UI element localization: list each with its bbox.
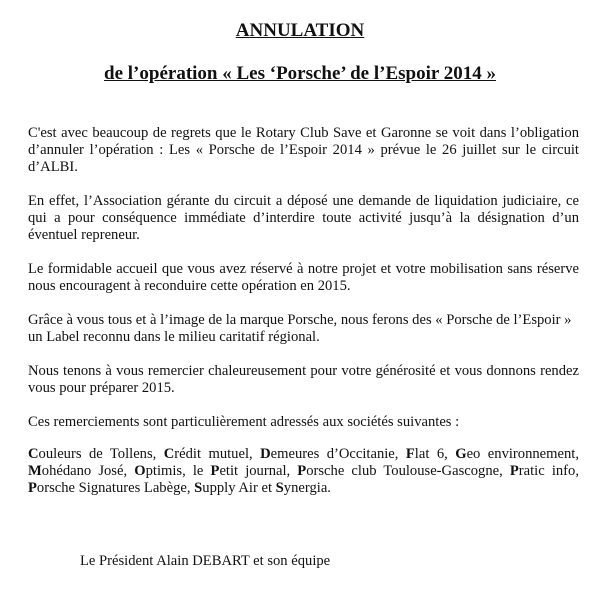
sponsor-separator: , (499, 463, 510, 479)
sponsor-name-rest: upply Air (202, 480, 258, 496)
sponsor-name (276, 480, 328, 496)
signature: Le Président Alain DEBART et son équipe (80, 553, 331, 569)
sponsor-initial: O (134, 463, 146, 479)
sponsor-initial: M (28, 463, 42, 479)
sponsor-separator: , (394, 446, 406, 462)
sponsor-name (28, 446, 153, 462)
sponsor-initial: S (275, 480, 284, 496)
sponsor-name (28, 463, 123, 479)
sponsor-name-rest: emeures d’Occitanie (270, 446, 395, 462)
sponsor-name-rest: etit journal (219, 463, 287, 479)
sponsor-initial: C (28, 446, 39, 462)
sponsor-separator: et (257, 480, 276, 496)
sponsor-separator: , (182, 463, 193, 479)
sponsor-name (260, 446, 395, 462)
sponsor-name-rest: orsche Signatures Labège (36, 480, 187, 496)
sponsor-initial: D (260, 446, 271, 462)
sponsor-name-rest: ohédano José (41, 463, 124, 479)
sponsor-separator: , (186, 480, 195, 496)
sponsor-name (164, 446, 249, 462)
sponsor-name-rest: rédit mutuel (174, 446, 250, 462)
sponsor-name (134, 463, 182, 479)
sponsor-initial: P (28, 480, 37, 496)
paragraph-reason: En effet, l’Association gérante du circuit a déposé une demande de liquidation judiciaire, ce qui a pour conséquence immédiate d’interdire toute activité jusqu’à la désignation d’un éventuel repreneur. (28, 193, 579, 243)
paragraph-cancellation: C'est avec beaucoup de regrets que le Rotary Club Save et Garonne se voit dans l’obligation d’annuler l’opération : Les « Porsche de l’Espoir 2014 » prévue le 26 juillet sur le circuit d’ALBI. (28, 125, 579, 175)
sponsor-name (297, 463, 499, 479)
sponsor-separator: , (575, 463, 579, 479)
sponsor-name (406, 446, 444, 462)
sponsor-name-rest: le (192, 463, 211, 479)
paragraph-thanks: Nous tenons à vous remercier chaleureusement pour votre générosité et vous donnons rendez vous pour préparer 2015. (28, 363, 579, 396)
sponsor-initial: F (405, 446, 415, 462)
sponsor-initial: P (509, 463, 519, 479)
sponsor-initial: S (194, 480, 203, 496)
paragraph-label: Grâce à vous tous et à l’image de la marque Porsche, nous ferons des « Porsche de l’Espoir » un Label reconnu dans le milieu caritatif régional. (28, 312, 572, 345)
sponsor-initial: G (455, 446, 467, 462)
letter-body (28, 125, 579, 514)
paragraph-sponsors-intro: Ces remerciements sont particulièrement adressés aux sociétés suivantes : (28, 414, 460, 430)
sponsor-separator: , (249, 446, 261, 462)
sponsor-initial: P (210, 463, 220, 479)
sponsor-name-rest: ynergia (283, 480, 328, 496)
sponsor-name-rest: orsche club Toulouse-Gascogne (306, 463, 500, 479)
sponsor-name-rest: lat 6 (414, 446, 445, 462)
sponsor-initial: C (163, 446, 175, 462)
sponsor-name (194, 480, 258, 496)
sponsor-separator: . (327, 480, 331, 496)
sponsor-name-rest: ptimis (145, 463, 183, 479)
sponsor-name (28, 480, 187, 496)
document-title: ANNULATION (235, 20, 365, 41)
sponsor-name (510, 463, 575, 479)
sponsor-list (28, 446, 579, 497)
sponsor-separator: , (123, 463, 135, 479)
sponsor-initial: P (297, 463, 307, 479)
sponsor-separator: , (286, 463, 298, 479)
sponsor-name (455, 446, 575, 462)
sponsor-name (211, 463, 287, 479)
sponsor-separator: , (152, 446, 164, 462)
sponsor-name-rest: eo environnement (466, 446, 576, 462)
sponsor-name (193, 463, 211, 479)
paragraph-reconduction: Le formidable accueil que vous avez réservé à notre projet et votre mobilisation sans réserve nous encouragent à reconduire cette opération en 2015. (28, 261, 579, 294)
sponsor-name-rest: ratic info (518, 463, 576, 479)
sponsor-separator: , (575, 446, 579, 462)
sponsor-name-rest: ouleurs de Tollens (38, 446, 153, 462)
document-subtitle: de l’opération « Les ‘Porsche’ de l’Espoir 2014 » (104, 63, 496, 84)
sponsor-separator: , (444, 446, 456, 462)
